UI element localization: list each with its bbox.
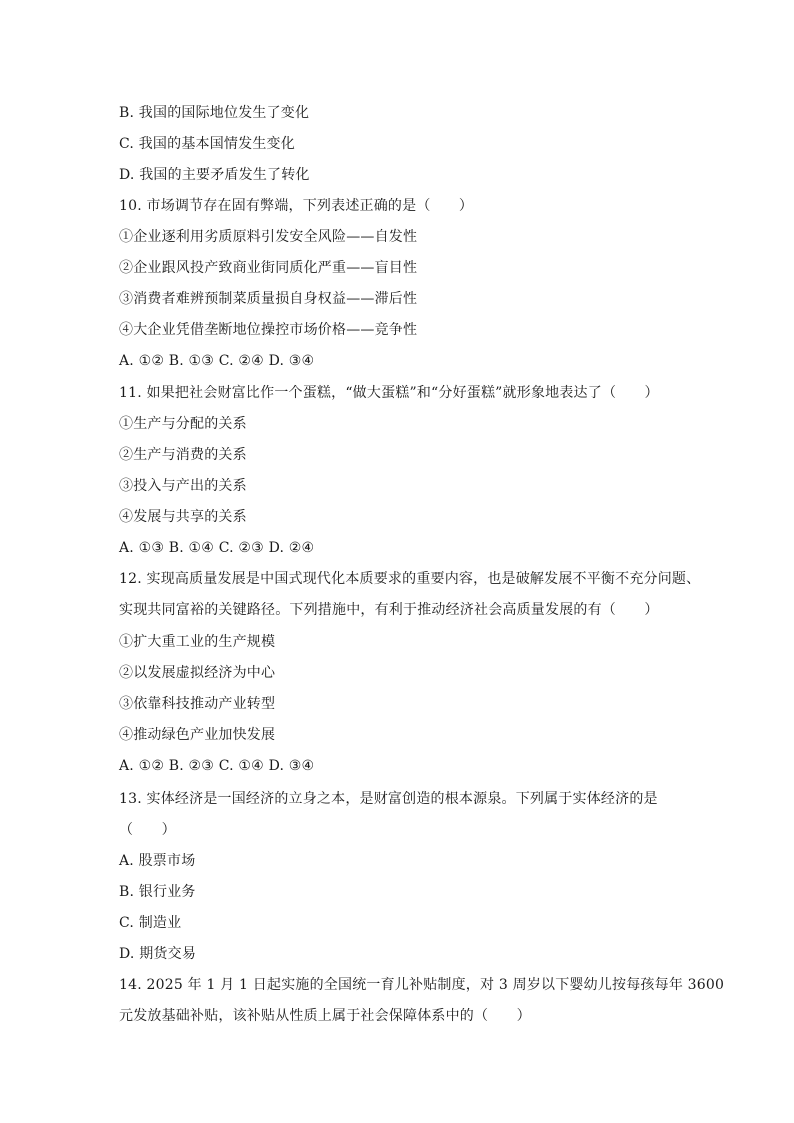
q10-item-3: ③消费者难辨预制菜质量损自身权益——滞后性: [119, 291, 418, 307]
q10-stem: 10. 市场调节存在固有弊端，下列表述正确的是（ ）: [119, 198, 474, 214]
q10-item-2: ②企业跟风投产致商业街同质化严重——盲目性: [119, 260, 418, 276]
q10-options: A. ①② B. ①③ C. ②④ D. ③④: [119, 353, 315, 369]
q9-option-d: D. 我国的主要矛盾发生了转化: [119, 167, 310, 183]
q13-option-b: B. 银行业务: [119, 884, 196, 900]
q14-stem-line-1: 14. 2025 年 1 月 1 日起实施的全国统一育儿补贴制度，对 3 周岁以下婴幼儿按每孩每年 3600: [119, 977, 725, 993]
q12-stem-line-1: 12. 实现高质量发展是中国式现代化本质要求的重要内容，也是破解发展不平衡不充分问题、: [119, 571, 701, 587]
q11-item-1: ①生产与分配的关系: [119, 416, 247, 432]
q12-item-1: ①扩大重工业的生产规模: [119, 634, 276, 650]
q11-item-4: ④发展与共享的关系: [119, 509, 247, 525]
q12-item-3: ③依靠科技推动产业转型: [119, 696, 276, 712]
q12-stem-line-2: 实现共同富裕的关键路径。下列措施中，有利于推动经济社会高质量发展的有（ ）: [119, 602, 659, 618]
q13-stem-line-2: （ ）: [119, 822, 176, 838]
q11-item-2: ②生产与消费的关系: [119, 447, 247, 463]
q13-option-c: C. 制造业: [119, 915, 182, 931]
q13-option-d: D. 期货交易: [119, 946, 197, 962]
q13-option-a: A. 股票市场: [119, 853, 196, 869]
q11-stem: 11. 如果把社会财富比作一个蛋糕，“做大蛋糕”和“分好蛋糕”就形象地表达了（ ）: [119, 385, 659, 401]
q9-option-b: B. 我国的国际地位发生了变化: [119, 105, 310, 121]
q11-item-3: ③投入与产出的关系: [119, 478, 247, 494]
q12-options: A. ①② B. ②③ C. ①④ D. ③④: [119, 758, 315, 774]
q10-item-4: ④大企业凭借垄断地位操控市场价格——竞争性: [119, 322, 418, 338]
q13-stem-line-1: 13. 实体经济是一国经济的立身之本，是财富创造的根本源泉。下列属于实体经济的是: [119, 791, 658, 807]
q14-stem-line-2: 元发放基础补贴，该补贴从性质上属于社会保障体系中的（ ）: [119, 1008, 531, 1024]
q12-item-4: ④推动绿色产业加快发展: [119, 727, 276, 743]
q11-options: A. ①③ B. ①④ C. ②③ D. ②④: [119, 540, 315, 556]
q10-item-1: ①企业逐利用劣质原料引发安全风险——自发性: [119, 229, 418, 245]
q12-item-2: ②以发展虚拟经济为中心: [119, 665, 276, 681]
q9-option-c: C. 我国的基本国情发生变化: [119, 136, 295, 152]
